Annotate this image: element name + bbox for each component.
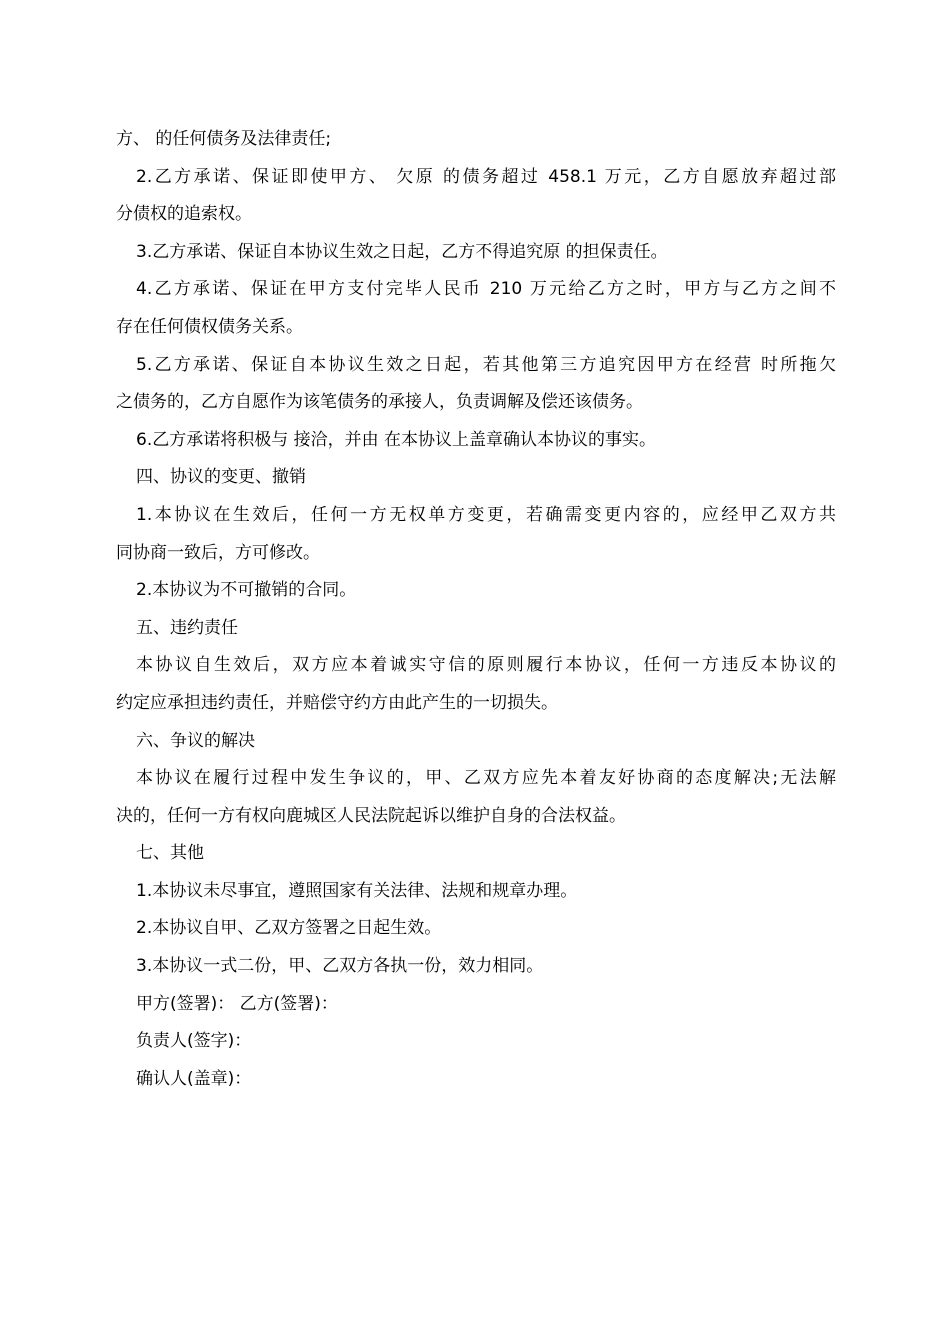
text-line-15: 本协议自生效后，双方应本着诚实守信的原则履行本协议，任何一方违反本协议的 [136, 655, 836, 676]
text-line-4: 3.乙方承诺、保证自本协议生效之日起，乙方不得追究原 的担保责任。 [136, 241, 668, 262]
section-heading-other: 七、其他 [136, 843, 204, 864]
signature-responsible-line: 负责人(签字)： [136, 1031, 252, 1052]
text-line-21: 1.本协议未尽事宜，遵照国家有关法律、法规和规章办理。 [136, 880, 578, 901]
document-body [116, 121, 836, 1098]
text-line-6: 存在任何债权债务关系。 [116, 316, 303, 337]
text-line-18: 本协议在履行过程中发生争议的，甲、乙双方应先本着友好协商的态度解决;无法解 [136, 768, 836, 789]
text-line-12: 同协商一致后，方可修改。 [116, 542, 320, 563]
section-heading-modification: 四、协议的变更、撤销 [136, 467, 306, 488]
signature-confirmer-line: 确认人(盖章)： [136, 1068, 252, 1089]
text-line-8: 之债务的，乙方自愿作为该笔债务的承接人，负责调解及偿还该债务。 [116, 392, 643, 413]
section-heading-dispute: 六、争议的解决 [136, 730, 255, 751]
signature-parties-line: 甲方(签署)： 乙方(签署)： [136, 993, 338, 1014]
text-line-3: 分债权的追索权。 [116, 204, 252, 225]
text-line-7: 5.乙方承诺、保证自本协议生效之日起，若其他第三方追究因甲方在经营 时所拖欠 [136, 354, 836, 375]
text-line-9: 6.乙方承诺将积极与 接洽，并由 在本协议上盖章确认本协议的事实。 [136, 429, 657, 450]
text-line-2: 2.乙方承诺、保证即使甲方、 欠原 的债务超过 458.1 万元，乙方自愿放弃超过部 [136, 166, 836, 187]
text-line-1: 方、 的任何债务及法律责任; [116, 129, 332, 149]
text-line-11: 1.本协议在生效后，任何一方无权单方变更，若确需变更内容的，应经甲乙双方共 [136, 504, 836, 525]
text-line-16: 约定应承担违约责任，并赔偿守约方由此产生的一切损失。 [116, 692, 558, 713]
text-line-22: 2.本协议自甲、乙双方签署之日起生效。 [136, 918, 442, 939]
text-line-23: 3.本协议一式二份，甲、乙双方各执一份，效力相同。 [136, 956, 544, 977]
text-line-13: 2.本协议为不可撤销的合同。 [136, 580, 357, 601]
text-line-5: 4.乙方承诺、保证在甲方支付完毕人民币 210 万元给乙方之时，甲方与乙方之间不 [136, 279, 836, 300]
text-line-19: 决的，任何一方有权向鹿城区人民法院起诉以维护自身的合法权益。 [116, 805, 626, 826]
section-heading-liability: 五、违约责任 [136, 617, 238, 638]
